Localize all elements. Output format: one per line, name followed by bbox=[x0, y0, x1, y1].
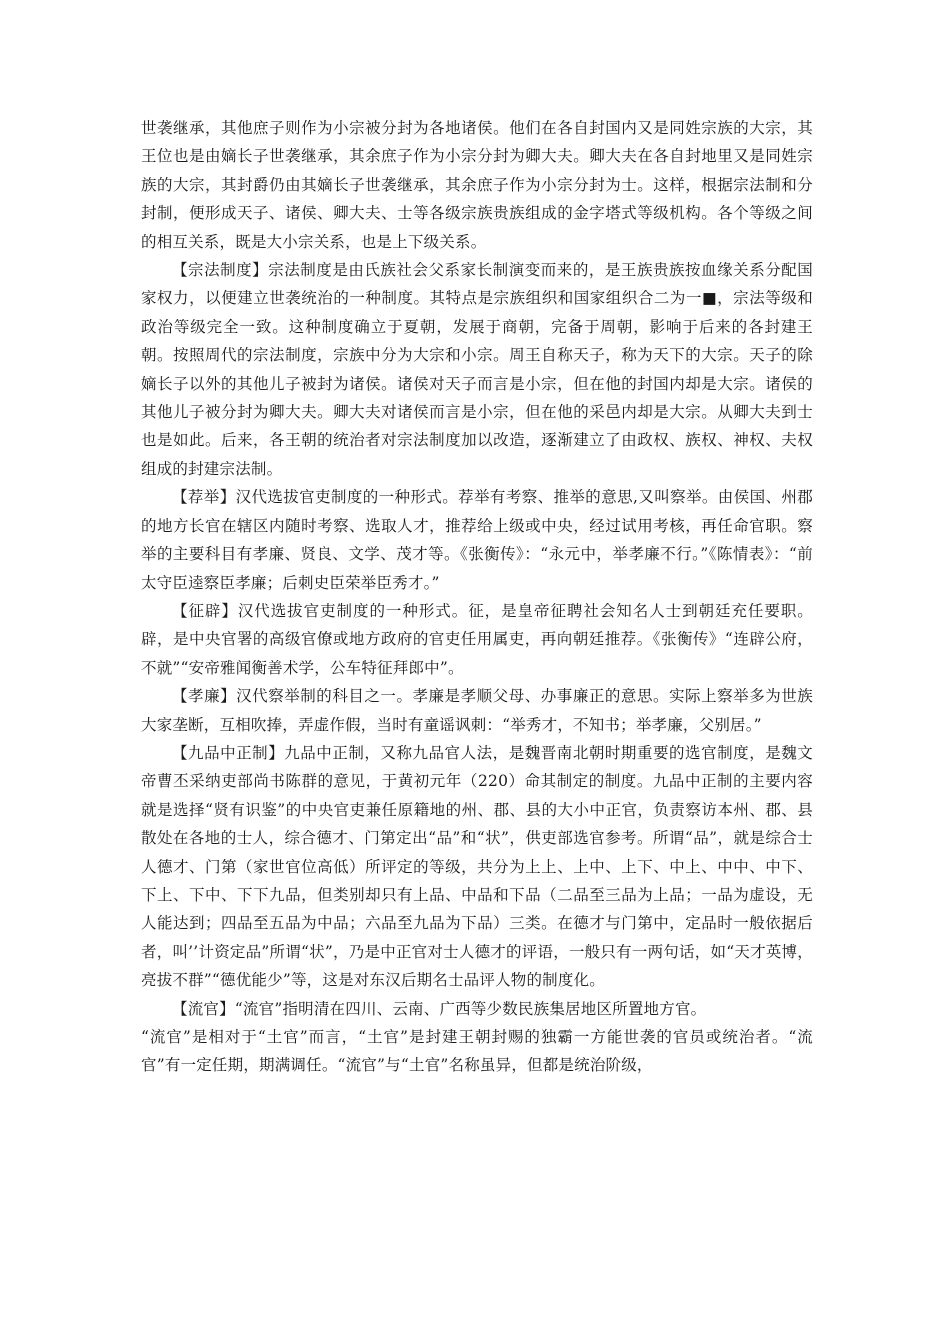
paragraph-jianju: 【荐举】汉代选拔官吏制度的一种形式。荐举有考察、推举的意思,又叫察举。由侯国、州郡的地方长官在辖区内随时考察、选取人才，推荐给上级或中央，经过试用考核，再任命官职。察举的主要科目有孝廉、贤良、文学、茂才等。《张衡传》：“永元中，举孝廉不行。”《陈情表》：“前太守臣逵察臣孝廉；后刺史臣荣举臣秀才。” bbox=[141, 488, 813, 592]
paragraph-zongfa-zhidu: 【宗法制度】宗法制度是由氏族社会父系家长制演变而来的，是王族贵族按血缘关系分配国家权力，以便建立世袭统治的一种制度。其特点是宗族组织和国家组织合二为一■，宗法等级和政治等级完全一致。这种制度确立于夏朝，发展于商朝，完备于周朝，影响于后来的各封建王朝。按照周代的宗法制度，宗族中分为大宗和小宗。周王自称天子，称为天下的大宗。天子的除嫡长子以外的其他儿子被封为诸侯。诸侯对天子而言是小宗，但在他的封国内却是大宗。诸侯的其他儿子被分封为卿大夫。卿大夫对诸侯而言是小宗，但在他的采邑内却是大宗。从卿大夫到士也是如此。后来，各王朝的统治者对宗法制度加以改造，逐渐建立了由政权、族权、神权、夫权组成的封建宗法制。 bbox=[141, 261, 813, 478]
paragraph-xiaolian: 【孝廉】汉代察举制的科目之一。孝廉是孝顺父母、办事廉正的意思。实际上察举多为世族大家垄断，互相吹捧，弄虚作假，当时有童谣讽刺：“举秀才，不知书；举孝廉，父别居。” bbox=[141, 687, 813, 734]
paragraph-liuguan: 【流官】“流官”指明清在四川、云南、广西等少数民族集居地区所置地方官。 bbox=[172, 999, 707, 1018]
paragraph-continuation: 世袭继承，其他庶子则作为小宗被分封为各地诸侯。他们在各自封国内又是同姓宗族的大宗，其王位也是由嫡长子世袭继承，其余庶子作为小宗分封为卿大夫。卿大夫在各自封地里又是同姓宗族的大宗，其封爵仍由其嫡长子世袭继承，其余庶子作为小宗分封为士。这样，根据宗法制和分封制，便形成天子、诸侯、卿大夫、士等各级宗族贵族组成的金字塔式等级机构。各个等级之间的相互关系，既是大小宗关系，也是上下级关系。 bbox=[141, 119, 813, 251]
paragraph-zhengbi: 【征辟】汉代选拔官吏制度的一种形式。征，是皇帝征聘社会知名人士到朝廷充任要职。辟，是中央官署的高级官僚或地方政府的官吏任用属吏，再向朝廷推荐。《张衡传》“连辟公府，不就”“安帝雅闻衡善术学，公车特征拜郎中”。 bbox=[141, 601, 813, 677]
paragraph-jiupin-zhongzheng: 【九品中正制】九品中正制，又称九品官人法，是魏晋南北朝时期重要的选官制度，是魏文帝曹丕采纳吏部尚书陈群的意见，于黄初元年（220）命其制定的制度。九品中正制的主要内容就是选择“贤有识鉴”的中央官吏兼任原籍地的州、郡、县的大小中正官，负责察访本州、郡、县散处在各地的士人，综合德才、门第定出“品”和“状”，供吏部选官参考。所谓“品”，就是综合士人德才、门第（家世官位高低）所评定的等级，共分为上上、上中、上下、中上、中中、中下、下上、下中、下下九品，但类别却只有上品、中品和下品（二品至三品为上品；一品为虚设，无人能达到；四品至五品为中品；六品至九品为下品）三类。在德才与门第中，定品时一般依据后者，叫’’计资定品”所谓“状”，乃是中正官对士人德才的评语，一般只有一两句话，如“天才英博，亮拔不群”“德优能少”等，这是对东汉后期名士品评人物的制度化。 bbox=[141, 743, 813, 990]
paragraph-liuguan-continued: “流官”是相对于“土官”而言，“土官”是封建王朝封赐的独霸一方能世袭的官员或统治者。“流官”有一定任期，期满调任。“流官”与“土官”名称虽异，但都是统治阶级， bbox=[141, 1028, 813, 1075]
document-body bbox=[141, 114, 813, 1080]
